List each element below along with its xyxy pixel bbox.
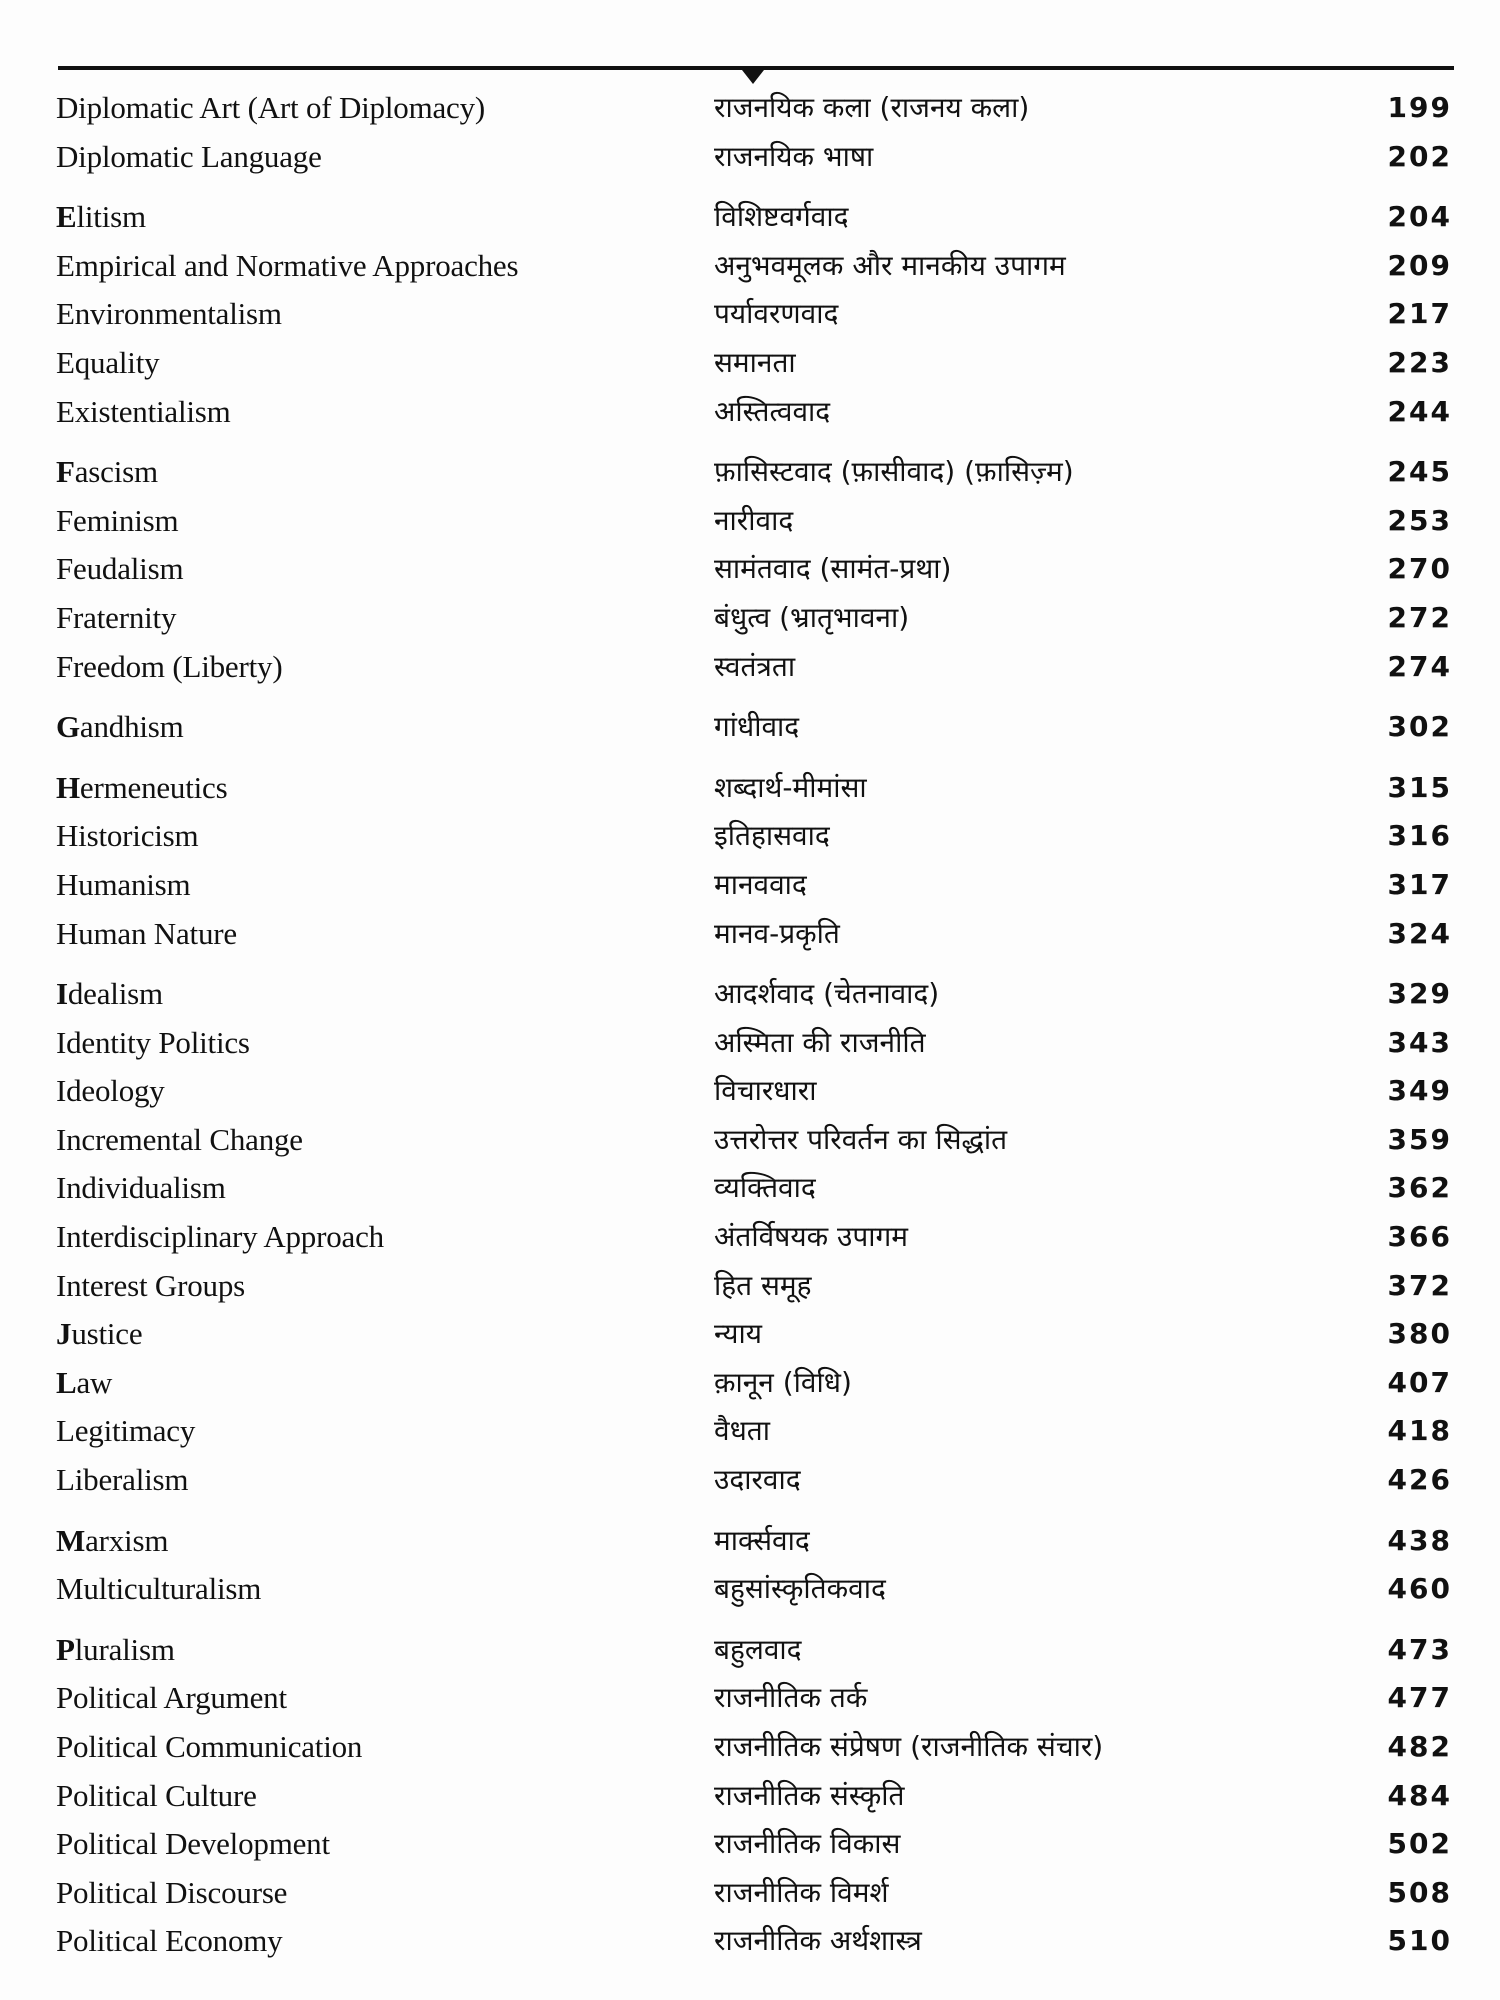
english-term: Human Nature (56, 915, 237, 951)
entry-group (0, 193, 1500, 436)
index-entry (0, 1116, 1500, 1165)
hindi-term: अस्मिता की राजनीति (714, 1025, 926, 1059)
page-number: 223 (1387, 345, 1452, 379)
index-entry (0, 1019, 1500, 1068)
hindi-term: मार्क्सवाद (714, 1523, 810, 1557)
index-entry (0, 84, 1500, 133)
index-entry (0, 1626, 1500, 1675)
index-entry (0, 703, 1500, 752)
entry-group (0, 1517, 1500, 1614)
page-number: 274 (1387, 649, 1452, 683)
page-number: 477 (1387, 1681, 1452, 1715)
hindi-term: राजनीतिक अर्थशास्त्र (714, 1924, 922, 1958)
index-entry (0, 1213, 1500, 1262)
hindi-term: गांधीवाद (714, 710, 800, 744)
hindi-term: बहुसांस्कृतिकवाद (714, 1572, 886, 1606)
english-term: Humanism (56, 866, 191, 902)
section-initial: L (56, 1364, 77, 1400)
english-term: Hermeneutics (56, 769, 228, 805)
page-number: 460 (1387, 1572, 1452, 1606)
hindi-term: व्यक्तिवाद (714, 1171, 816, 1205)
index-entry (0, 290, 1500, 339)
index-entry (0, 339, 1500, 388)
page-number: 407 (1387, 1365, 1452, 1399)
english-term: Political Communication (56, 1729, 363, 1764)
page-number: 502 (1387, 1827, 1452, 1861)
index-entry (0, 970, 1500, 1019)
english-term: Interest Groups (56, 1267, 245, 1303)
hindi-term: राजनीतिक संस्कृति (714, 1778, 905, 1812)
english-term: Gandhism (56, 709, 184, 745)
entry-group (0, 84, 1500, 181)
index-entry (0, 1310, 1500, 1359)
english-term: Multiculturalism (56, 1571, 262, 1607)
hindi-term: अस्तित्ववाद (714, 394, 831, 428)
index-entry (0, 1359, 1500, 1408)
hindi-term: शब्दार्थ-मीमांसा (714, 770, 867, 804)
hindi-term: समानता (714, 345, 796, 379)
index-entry (0, 388, 1500, 437)
page-number: 199 (1387, 91, 1452, 124)
english-term: Political Development (56, 1826, 330, 1862)
page-number: 209 (1387, 248, 1452, 282)
hindi-term: सामंतवाद (सामंत-प्रथा) (714, 552, 952, 586)
english-term: Freedom (Liberty) (56, 648, 283, 684)
page-number: 366 (1387, 1220, 1452, 1254)
section-initial: F (56, 454, 75, 490)
english-term: Justice (56, 1316, 143, 1352)
index-entry (0, 1565, 1500, 1614)
hindi-term: राजनयिक कला (राजनय कला) (714, 91, 1030, 124)
section-initial: E (56, 199, 77, 235)
page-number: 473 (1387, 1632, 1452, 1666)
index-entries (0, 84, 1500, 1978)
hindi-term: राजनीतिक तर्क (714, 1681, 868, 1715)
page-number: 245 (1387, 455, 1452, 489)
index-entry (0, 1067, 1500, 1116)
index-entry (0, 1820, 1500, 1869)
page-number: 317 (1387, 867, 1452, 901)
english-term: Feminism (56, 502, 179, 538)
english-term: Diplomatic Language (56, 138, 322, 174)
page-number: 315 (1387, 770, 1452, 804)
english-term: Diplomatic Art (Art of Diplomacy) (56, 90, 486, 125)
english-term: Empirical and Normative Approaches (56, 247, 519, 283)
english-term: Law (56, 1364, 113, 1400)
english-term: Identity Politics (56, 1024, 250, 1060)
index-entry (0, 1517, 1500, 1566)
index-entry (0, 1772, 1500, 1821)
page-number: 202 (1387, 139, 1452, 173)
hindi-term: राजनयिक भाषा (714, 139, 874, 173)
page-number: 372 (1387, 1268, 1452, 1302)
english-term: Individualism (56, 1170, 226, 1206)
hindi-term: उत्तरोत्तर परिवर्तन का सिद्धांत (714, 1122, 1008, 1156)
hindi-term: उदारवाद (714, 1463, 801, 1497)
page-number: 217 (1387, 297, 1452, 331)
section-initial: I (56, 976, 68, 1012)
english-term: Incremental Change (56, 1121, 303, 1157)
hindi-term: बहुलवाद (714, 1632, 802, 1666)
english-term: Historicism (56, 818, 199, 854)
entry-group (0, 1626, 1500, 1966)
page-number: 253 (1387, 503, 1452, 537)
english-term: Environmentalism (56, 296, 282, 332)
page-number: 438 (1387, 1523, 1452, 1557)
page-number: 349 (1387, 1074, 1452, 1108)
index-entry (0, 910, 1500, 959)
english-term: Political Culture (56, 1777, 257, 1813)
hindi-term: बंधुत्व (भ्रातृभावना) (714, 600, 910, 634)
index-entry (0, 1723, 1500, 1772)
index-entry (0, 1164, 1500, 1213)
index-entry (0, 448, 1500, 497)
hindi-term: नारीवाद (714, 503, 794, 537)
section-initial: G (56, 709, 80, 745)
page-number: 510 (1387, 1924, 1452, 1958)
rule-marker (742, 70, 764, 84)
page-number: 359 (1387, 1122, 1452, 1156)
page-number: 418 (1387, 1414, 1452, 1448)
hindi-term: स्वतंत्रता (714, 649, 796, 683)
entry-group (0, 448, 1500, 691)
page-number: 482 (1387, 1730, 1452, 1763)
english-term: Feudalism (56, 551, 184, 587)
english-term: Political Discourse (56, 1874, 288, 1910)
page-number: 484 (1387, 1778, 1452, 1812)
index-entry (0, 133, 1500, 182)
section-initial: J (56, 1316, 72, 1352)
entry-group (0, 970, 1500, 1505)
section-initial: P (56, 1631, 75, 1667)
section-initial: H (56, 769, 80, 805)
english-term: Political Economy (56, 1923, 283, 1959)
page-number: 270 (1387, 552, 1452, 586)
index-entry (0, 242, 1500, 291)
hindi-term: विशिष्टवर्गवाद (714, 200, 849, 234)
page-number: 343 (1387, 1025, 1452, 1059)
hindi-term: वैधता (714, 1414, 771, 1448)
page-number: 324 (1387, 916, 1452, 950)
index-entry (0, 1674, 1500, 1723)
english-term: Pluralism (56, 1631, 175, 1667)
entry-group (0, 764, 1500, 958)
hindi-term: न्याय (714, 1317, 762, 1351)
index-entry (0, 497, 1500, 546)
page-number: 244 (1387, 394, 1452, 428)
english-term: Ideology (56, 1073, 165, 1109)
hindi-term: क़ानून (विधि) (714, 1365, 852, 1399)
index-entry (0, 193, 1500, 242)
page-number: 204 (1387, 200, 1452, 234)
section-initial: M (56, 1522, 86, 1558)
hindi-term: आदर्शवाद (चेतनावाद) (714, 977, 940, 1011)
index-entry (0, 1407, 1500, 1456)
page-number: 272 (1387, 600, 1452, 634)
english-term: Equality (56, 344, 160, 380)
english-term: Interdisciplinary Approach (56, 1219, 384, 1255)
index-entry (0, 594, 1500, 643)
hindi-term: पर्यावरणवाद (714, 297, 839, 331)
page-number: 329 (1387, 977, 1452, 1011)
hindi-term: अनुभवमूलक और मानकीय उपागम (714, 248, 1066, 282)
english-term: Fraternity (56, 599, 177, 635)
hindi-term: मानववाद (714, 867, 807, 901)
entry-group (0, 703, 1500, 752)
page-number: 508 (1387, 1875, 1452, 1909)
english-term: Legitimacy (56, 1413, 196, 1449)
hindi-term: राजनीतिक विकास (714, 1827, 901, 1861)
hindi-term: हित समूह (714, 1268, 812, 1302)
index-entry (0, 643, 1500, 692)
english-term: Liberalism (56, 1462, 189, 1498)
english-term: Existentialism (56, 393, 231, 429)
index-entry (0, 1262, 1500, 1311)
page-number: 380 (1387, 1317, 1452, 1351)
hindi-term: इतिहासवाद (714, 819, 830, 853)
page-number: 426 (1387, 1463, 1452, 1497)
hindi-term: विचारधारा (714, 1074, 817, 1108)
index-entry (0, 764, 1500, 813)
index-entry (0, 545, 1500, 594)
index-entry (0, 861, 1500, 910)
english-term: Fascism (56, 454, 158, 490)
page-number: 316 (1387, 819, 1452, 853)
hindi-term: राजनीतिक विमर्श (714, 1875, 889, 1909)
page-number: 302 (1387, 710, 1452, 744)
english-term: Elitism (56, 199, 146, 235)
hindi-term: राजनीतिक संप्रेषण (राजनीतिक संचार) (714, 1730, 1104, 1763)
english-term: Idealism (56, 976, 163, 1012)
hindi-term: फ़ासिस्टवाद (फ़ासीवाद) (फ़ासिज़्म) (714, 455, 1074, 489)
hindi-term: मानव-प्रकृति (714, 916, 840, 950)
index-entry (0, 1456, 1500, 1505)
index-entry (0, 1917, 1500, 1966)
english-term: Political Argument (56, 1680, 287, 1716)
page-number: 362 (1387, 1171, 1452, 1205)
index-entry (0, 1869, 1500, 1918)
english-term: Marxism (56, 1522, 169, 1558)
index-entry (0, 812, 1500, 861)
hindi-term: अंतर्विषयक उपागम (714, 1220, 909, 1254)
